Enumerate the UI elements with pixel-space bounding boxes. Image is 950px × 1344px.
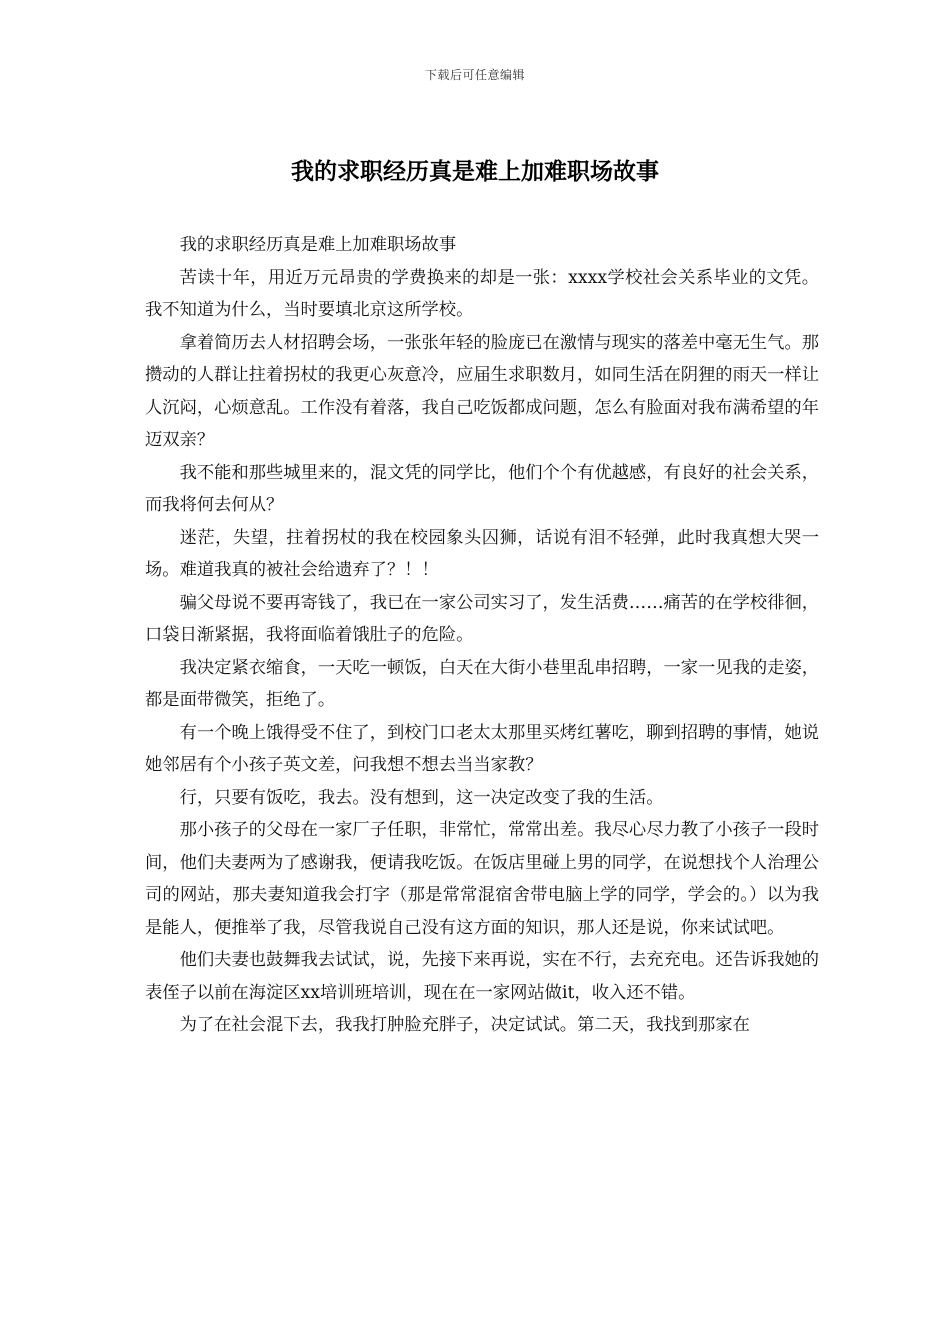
paragraph: 有一个晚上饿得受不住了，到校门口老太太那里买烤红薯吃，聊到招聘的事情，她说她邻居有个小孩子英文差，问我想不想去当当家教？ [145, 722, 820, 775]
paragraph: 苦读十年，用近万元昂贵的学费换来的却是一张：xxxx学校社会关系毕业的文凭。我不知道为什么，当时要填北京这所学校。 [145, 267, 819, 320]
document-body [145, 229, 819, 1042]
paragraph-subtitle: 我的求职经历真是难上加难职场故事 [179, 235, 457, 255]
paragraph: 为了在社会混下去，我我打肿脸充胖子，决定试试。第二天，我找到那家在 [179, 1015, 750, 1035]
paragraph: 拿着简历去人材招聘会场，一张张年轻的脸庞已在激情与现实的落差中毫无生气。那攒动的人群让拄着拐杖的我更心灰意冷，应届生求职数月，如同生活在阴狸的雨天一样让人沉闷，心烦意乱。工作没有着落，我自己吃饭都成问题，怎么有脸面对我布满希望的年迈双亲？ [145, 332, 820, 450]
document-title: 我的求职经历真是难上加难职场故事 [291, 158, 659, 185]
paragraph: 骗父母说不要再寄钱了，我已在一家公司实习了，发生活费……痛苦的在学校徘徊，口袋日渐紧据，我将面临着饿肚子的危险。 [145, 592, 820, 645]
paragraph: 迷茫，失望，拄着拐杖的我在校园象头囚狮，话说有泪不轻弹，此时我真想大哭一场。难道我真的被社会给遗弃了？！！ [145, 527, 819, 580]
paragraph: 我不能和那些城里来的，混文凭的同学比，他们个个有优越感，有良好的社会关系，而我将何去何从？ [145, 462, 820, 515]
paragraph: 那小孩子的父母在一家厂子任职，非常忙，常常出差。我尽心尽力教了小孩子一段时间，他们夫妻两为了感谢我，便请我吃饭。在饭店里碰上男的同学，在说想找个人治理公司的网站，那夫妻知道我会打字（那是常常混宿舍带电脑上学的同学，学会的。）以为我是能人，便推举了我，尽管我说自己没有这方面的知识，那人还是说，你来试试吧。 [145, 820, 820, 938]
header-note: 下载后可任意编辑 [424, 68, 525, 82]
paragraph: 我决定紧衣缩食，一天吃一顿饭，白天在大街小巷里乱串招聘，一家一见我的走姿，都是面带微笑，拒绝了。 [145, 657, 820, 710]
paragraph: 行，只要有饭吃，我去。没有想到，这一决定改变了我的生活。 [179, 787, 664, 808]
paragraph: 他们夫妻也鼓舞我去试试，说，先接下来再说，实在不行，去充充电。还告诉我她的表侄子以前在海淀区xx培训班培训，现在在一家网站做it，收入还不错。 [145, 950, 820, 1003]
